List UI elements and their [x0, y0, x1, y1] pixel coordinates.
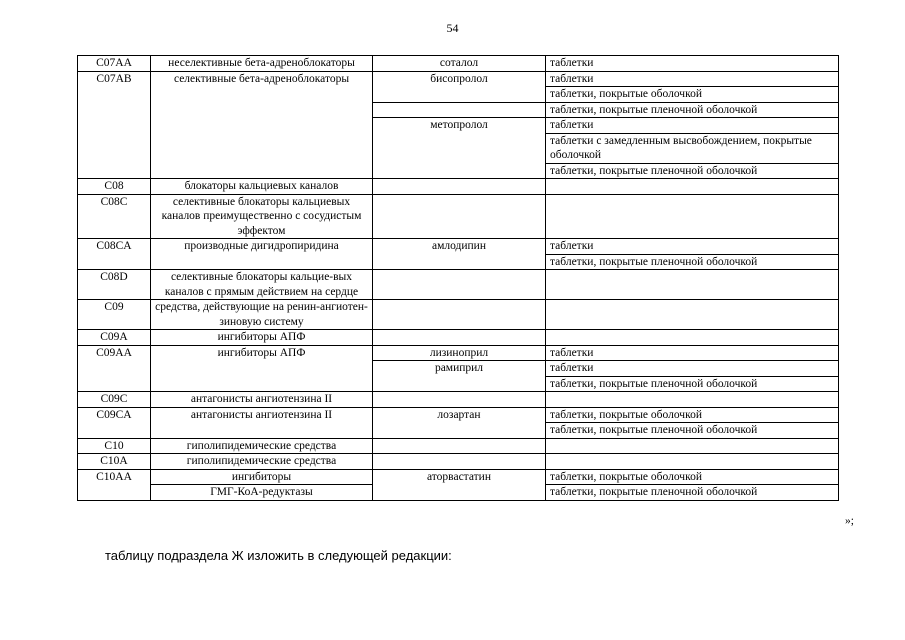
drug-name: бисопролол — [373, 71, 546, 102]
dosage-form: таблетки — [546, 71, 839, 87]
drug-name: аторвастатин — [373, 469, 546, 500]
table-row — [78, 179, 839, 195]
atc-code: C10A — [78, 454, 151, 470]
atc-code: C09C — [78, 392, 151, 408]
drug-name: соталол — [373, 56, 546, 72]
dosage-form: таблетки, покрытые пленочной оболочкой — [546, 485, 839, 501]
group-name: ингибиторы — [151, 469, 373, 485]
table-row — [78, 194, 839, 239]
atc-code: C08C — [78, 194, 151, 239]
atc-code: C07AB — [78, 71, 151, 179]
dosage-form-empty — [546, 194, 839, 239]
atc-code: C07AA — [78, 56, 151, 72]
dosage-form: таблетки, покрытые оболочкой — [546, 407, 839, 423]
atc-code: C09AA — [78, 345, 151, 392]
group-name: гиполипидемические средства — [151, 438, 373, 454]
dosage-form-empty — [546, 438, 839, 454]
atc-code: C10AA — [78, 469, 151, 500]
group-name: ингибиторы АПФ — [151, 345, 373, 392]
table-row — [78, 469, 839, 485]
group-name-continued: ГМГ-КоА-редуктазы — [151, 485, 373, 501]
drug-name-empty — [373, 179, 546, 195]
dosage-form: таблетки, покрытые пленочной оболочкой — [546, 423, 839, 439]
drug-name-empty — [373, 300, 546, 330]
dosage-form: таблетки с замедленным высвобождением, покрытые оболочкой — [546, 133, 839, 163]
drug-name-empty — [373, 330, 546, 346]
drug-name: амлодипин — [373, 239, 546, 270]
dosage-form: таблетки, покрытые оболочкой — [546, 469, 839, 485]
atc-code: C08D — [78, 270, 151, 300]
group-name: неселективные бета-адреноблокаторы — [151, 56, 373, 72]
atc-code: C08 — [78, 179, 151, 195]
closing-quote: »; — [845, 515, 854, 527]
table-row — [78, 56, 839, 72]
dosage-form: таблетки, покрытые пленочной оболочкой — [546, 102, 839, 118]
table-row — [78, 270, 839, 300]
drug-name: метопролол — [373, 118, 546, 179]
instruction-text: таблицу подраздела Ж изложить в следующей редакции: — [105, 548, 452, 563]
dosage-form-empty — [546, 179, 839, 195]
drug-name-empty — [373, 270, 546, 300]
dosage-form-empty — [546, 454, 839, 470]
atc-code: C09 — [78, 300, 151, 330]
dosage-form-empty — [546, 392, 839, 408]
table-row — [78, 300, 839, 330]
group-name: производные дигидропиридина — [151, 239, 373, 270]
drug-name: лозартан — [373, 407, 546, 438]
atc-code: C09A — [78, 330, 151, 346]
group-name: антагонисты ангиотензина II — [151, 407, 373, 438]
atc-code: C08CA — [78, 239, 151, 270]
table-row — [78, 345, 839, 361]
group-name: селективные блокаторы кальциевых каналов преимущественно с сосудистым эффектом — [151, 194, 373, 239]
drug-name-empty — [373, 102, 546, 118]
drug-name-empty — [373, 392, 546, 408]
group-name: средства, действующие на ренин-ангиотен-зиновую систему — [151, 300, 373, 330]
group-name: селективные блокаторы кальцие-вых каналов с прямым действием на сердце — [151, 270, 373, 300]
group-name: селективные бета-адреноблокаторы — [151, 71, 373, 179]
dosage-form: таблетки — [546, 239, 839, 255]
table-row — [78, 239, 839, 255]
table-row — [78, 71, 839, 87]
page-number: 54 — [446, 21, 459, 35]
medication-table — [77, 55, 839, 501]
atc-code: C10 — [78, 438, 151, 454]
dosage-form: таблетки — [546, 56, 839, 72]
group-name: блокаторы кальциевых каналов — [151, 179, 373, 195]
dosage-form-empty — [546, 270, 839, 300]
drug-name-empty — [373, 194, 546, 239]
dosage-form-empty — [546, 330, 839, 346]
drug-name-empty — [373, 438, 546, 454]
drug-name: рамиприл — [373, 361, 546, 392]
atc-code: C09CA — [78, 407, 151, 438]
table-row — [78, 454, 839, 470]
group-name: ингибиторы АПФ — [151, 330, 373, 346]
dosage-form: таблетки, покрытые оболочкой — [546, 87, 839, 103]
drug-name: лизиноприл — [373, 345, 546, 361]
dosage-form: таблетки, покрытые пленочной оболочкой — [546, 376, 839, 392]
dosage-form: таблетки, покрытые пленочной оболочкой — [546, 163, 839, 179]
drug-name-empty — [373, 454, 546, 470]
dosage-form: таблетки, покрытые пленочной оболочкой — [546, 254, 839, 270]
table-row — [78, 438, 839, 454]
dosage-form: таблетки — [546, 361, 839, 377]
dosage-form: таблетки — [546, 118, 839, 134]
group-name: антагонисты ангиотензина II — [151, 392, 373, 408]
group-name: гиполипидемические средства — [151, 454, 373, 470]
dosage-form: таблетки — [546, 345, 839, 361]
table-row — [78, 392, 839, 408]
table-row — [78, 407, 839, 423]
table-row — [78, 330, 839, 346]
dosage-form-empty — [546, 300, 839, 330]
